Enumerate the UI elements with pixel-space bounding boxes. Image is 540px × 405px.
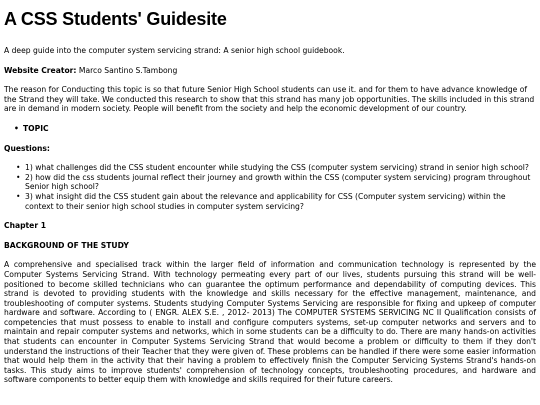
topic-item: • TOPIC (14, 124, 536, 134)
question-item: • 3) what insight did the CSS student gain about the relevance and applicability for CSS (Computer system servicing) within the context to their senior high school studies in computer system servicing? (16, 192, 536, 211)
questions-list (4, 163, 536, 211)
chapter-label: Chapter 1 (4, 221, 46, 231)
page-title: A CSS Students' Guidesite (4, 9, 227, 29)
background-paragraph: A comprehensive and specialised track within the larger field of information and communication technology is represented by the Computer Systems Servicing Strand. With technology permeating every part of our lives, students pursuing this strand will be well-positioned to become skilled technicians who can guarantee the optimum performance and dependability of computing devices. This strand is devoted to providing students with the knowledge and skills necessary for the effective management, maintenance, and troubleshooting of computer systems. Students studying Computer Systems Servicing are responsible for fixing and upkeep of computer hardware and software. According to ( ENGR. ALEX S.E. , 2012- 2013) The COMPUTER SYSTEMS SERVICING NC II Qualification consists of competencies that must possess to enable to install and configure computers systems, set-up computer networks and servers and to maintain and repair computer systems and networks, which in some students can be a difficulty to do. There are many hands-on activities that students can encounter in Computer Systems Servicing Strand that would become a problem or difficulty to them if they don't understand the instructions of their Teacher that they were given of. These problems can be handled if there were some easier information that would help them in the activity that their having a problem to effectively finish the Computer Servicing Systems Strand's hands-on tasks. This study aims to improve students' comprehension of technology concepts, troubleshooting procedures, and hardware and software components to better equip them with knowledge and skills required for their future careers. (4, 260, 536, 385)
question-item: • 1) what challenges did the CSS student encounter while studying the CSS (computer system servicing) strand in senior high school? (16, 163, 536, 173)
creator-label: Website Creator: (4, 65, 77, 75)
website-creator (4, 66, 536, 76)
section-heading: BACKGROUND OF THE STUDY (4, 240, 129, 250)
intro-paragraph: The reason for Conducting this topic is so that future Senior High School students can use it. and for them to have advance knowledge of the Strand they will take. We conducted this research to show that this strand has many job opportunities. The skills included in this strand are in demand in modern society. People will benefit from the society and help the economic development of our country. (4, 85, 535, 114)
page-subtitle: A deep guide into the computer system servicing strand: A senior high school guidebook. (4, 46, 345, 55)
question-item: • 2) how did the css students journal reflect their journey and growth within the CSS (computer system servicing) program throughout Senior high school? (16, 173, 536, 192)
topic-list (4, 124, 536, 134)
questions-heading: Questions: (4, 143, 50, 153)
creator-name: Marco Santino S.Tambong (78, 65, 178, 75)
